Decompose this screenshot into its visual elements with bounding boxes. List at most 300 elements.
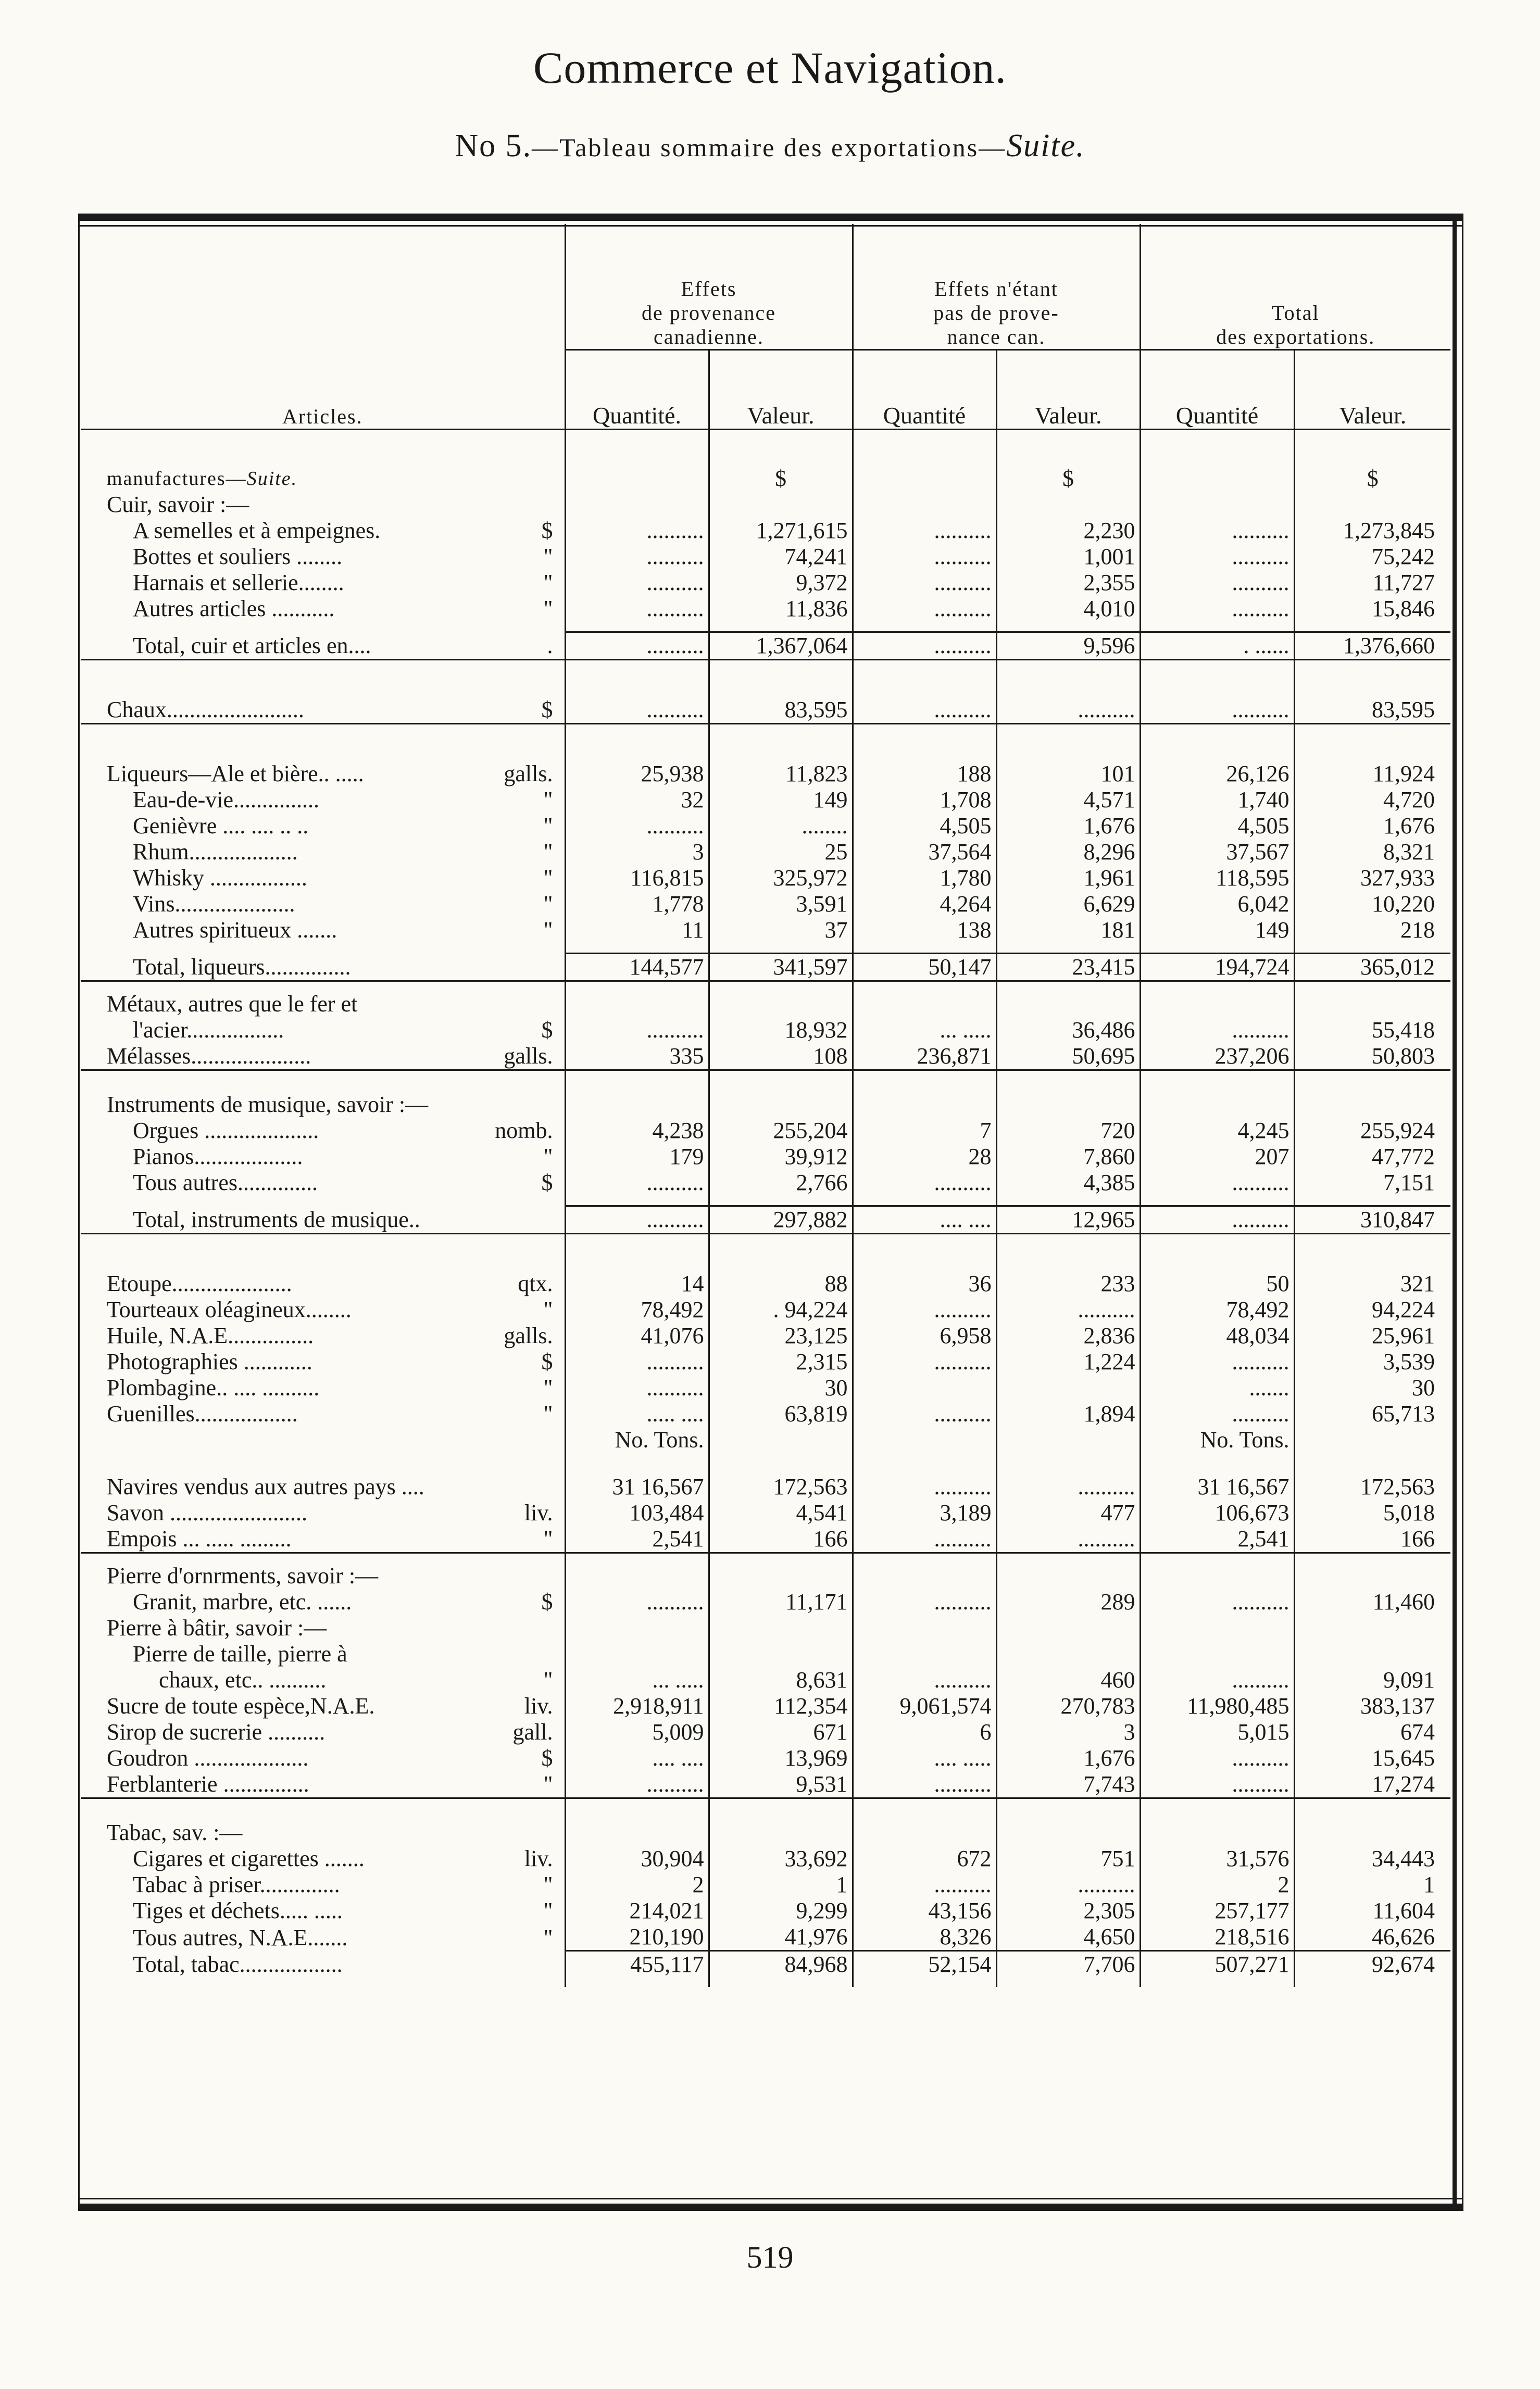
table-row — [81, 1898, 1450, 1924]
article-cell: Mélasses..................... — [107, 1043, 311, 1069]
value-total-cell: 17,274 — [1294, 1771, 1450, 1798]
value-canadian-cell: 84,968 — [709, 1951, 853, 1978]
value-foreign-cell: 1,961 — [996, 865, 1140, 891]
table-row — [81, 1118, 1450, 1144]
article-cell: l'acier................. — [133, 1017, 284, 1043]
value-total-cell: 365,012 — [1294, 954, 1450, 981]
table-row — [81, 544, 1450, 570]
quantity-canadian-cell: 103,484 — [565, 1500, 709, 1526]
value-total-cell: 25,961 — [1294, 1323, 1450, 1349]
value-total-cell: 218 — [1294, 917, 1450, 943]
quantity-foreign-cell — [853, 1427, 996, 1453]
value-canadian-cell: 671 — [709, 1719, 853, 1745]
value-total-cell: 75,242 — [1294, 544, 1450, 570]
value-canadian-cell — [709, 1615, 853, 1641]
quantity-canadian-cell: 214,021 — [565, 1898, 709, 1924]
quantity-total-cell: 2,541 — [1140, 1526, 1294, 1553]
value-foreign-cell: 2,836 — [996, 1323, 1140, 1349]
table-row — [81, 1771, 1450, 1798]
table-row — [81, 1170, 1450, 1196]
quantity-canadian-cell: ..... .... — [565, 1401, 709, 1427]
value-total-cell: 15,645 — [1294, 1745, 1450, 1771]
quantity-total-cell: .......... — [1140, 1771, 1294, 1798]
quantity-canadian-cell — [565, 1641, 709, 1667]
quantity-foreign-cell — [853, 1615, 996, 1641]
value-canadian-cell: 11,836 — [709, 596, 853, 622]
quantity-canadian-cell: 179 — [565, 1144, 709, 1170]
quantity-total-cell: . ...... — [1140, 632, 1294, 660]
value-foreign-cell — [996, 1615, 1140, 1641]
table-row — [81, 839, 1450, 865]
article-cell: Tabac, sav. :— — [107, 1820, 243, 1845]
table-row — [81, 1427, 1450, 1453]
value-total-cell: 310,847 — [1294, 1206, 1450, 1234]
table-row — [81, 1092, 1450, 1118]
valeur-header-1: Valeur. — [709, 350, 853, 430]
table-row — [81, 1323, 1450, 1349]
quantity-canadian-cell: 32 — [565, 787, 709, 813]
quantity-total-cell: 106,673 — [1140, 1500, 1294, 1526]
value-foreign-cell: .......... — [996, 1297, 1140, 1323]
value-canadian-cell: 1,271,615 — [709, 518, 853, 544]
valeur-header-2: Valeur. — [996, 350, 1140, 430]
quantity-canadian-cell: .......... — [565, 813, 709, 839]
article-cell: Pierre d'ornrments, savoir :— — [107, 1563, 379, 1589]
unit-cell: " — [543, 570, 553, 595]
group-foreign-header: Effets n'étant pas de prove- nance can. — [853, 224, 1140, 350]
value-canadian-cell: 25 — [709, 839, 853, 865]
value-foreign-cell: 751 — [996, 1846, 1140, 1872]
quantity-canadian-cell: 3 — [565, 839, 709, 865]
value-total-cell: 83,595 — [1294, 697, 1450, 724]
quantity-total-cell — [1140, 1092, 1294, 1118]
quantity-canadian-cell: .......... — [565, 518, 709, 544]
quantity-canadian-cell: 116,815 — [565, 865, 709, 891]
unit-cell: galls. — [504, 1323, 553, 1348]
quantity-total-cell: .......... — [1140, 544, 1294, 570]
table-row — [81, 917, 1450, 943]
quantity-foreign-cell: .... .... — [853, 1206, 996, 1234]
quantity-foreign-cell: 28 — [853, 1144, 996, 1170]
value-total-cell: 15,846 — [1294, 596, 1450, 622]
table-row — [81, 1745, 1450, 1771]
quantity-canadian-cell: .......... — [565, 570, 709, 596]
unit-cell: " — [543, 1526, 553, 1552]
unit-cell: " — [543, 1924, 553, 1950]
table-row — [81, 1206, 1450, 1234]
quantity-foreign-cell: 236,871 — [853, 1043, 996, 1070]
value-canadian-cell: ........ — [709, 813, 853, 839]
value-canadian-cell — [709, 1820, 853, 1846]
value-total-cell — [1294, 1820, 1450, 1846]
quantity-total-cell: .......... — [1140, 1745, 1294, 1771]
value-foreign-cell — [996, 1563, 1140, 1589]
article-cell: Sucre de toute espèce,N.A.E. — [107, 1693, 375, 1719]
value-canadian-cell: 325,972 — [709, 865, 853, 891]
unit-cell: galls. — [504, 1043, 553, 1069]
articles-header: Articles. — [282, 405, 363, 428]
value-total-cell — [1294, 1563, 1450, 1589]
table-row — [81, 991, 1450, 1017]
quantity-canadian-cell: 144,577 — [565, 954, 709, 981]
value-total-cell: 50,803 — [1294, 1043, 1450, 1070]
unit-cell — [477, 1820, 565, 1846]
value-total-cell: 8,321 — [1294, 839, 1450, 865]
table-row — [81, 1615, 1450, 1641]
unit-cell — [477, 492, 565, 518]
value-foreign-cell — [996, 1641, 1140, 1667]
dollar-sign-2: $ — [996, 434, 1140, 492]
article-cell: Liqueurs—Ale et bière.. ..... — [107, 761, 364, 786]
unit-cell: gall. — [512, 1719, 553, 1745]
unit-cell: " — [543, 544, 553, 569]
article-cell: Total, cuir et articles en.... — [133, 633, 371, 658]
value-foreign-cell: 8,296 — [996, 839, 1140, 865]
quantity-total-cell: 1,740 — [1140, 787, 1294, 813]
table-row — [81, 697, 1450, 724]
value-foreign-cell: 7,860 — [996, 1144, 1140, 1170]
article-cell: Sirop de sucrerie .......... — [107, 1719, 325, 1745]
quantity-foreign-cell — [853, 1820, 996, 1846]
value-canadian-cell: 9,372 — [709, 570, 853, 596]
quantity-total-cell: 218,516 — [1140, 1924, 1294, 1951]
quantity-foreign-cell: 37,564 — [853, 839, 996, 865]
quantity-foreign-cell: 50,147 — [853, 954, 996, 981]
value-foreign-cell — [996, 1427, 1140, 1453]
quantity-foreign-cell: 1,780 — [853, 865, 996, 891]
value-foreign-cell: .......... — [996, 1872, 1140, 1898]
quantity-canadian-cell: .......... — [565, 544, 709, 570]
value-total-cell: 383,137 — [1294, 1693, 1450, 1719]
unit-cell: $ — [541, 518, 553, 543]
quantity-total-cell: .......... — [1140, 1170, 1294, 1196]
article-cell: Rhum................... — [133, 839, 298, 865]
value-canadian-cell: 112,354 — [709, 1693, 853, 1719]
quantite-header-2: Quantité — [853, 350, 996, 430]
quantity-foreign-cell — [853, 1375, 996, 1401]
value-foreign-cell — [996, 1092, 1140, 1118]
unit-cell: $ — [541, 1170, 553, 1195]
quantity-canadian-cell: 31 16,567 — [565, 1474, 709, 1500]
value-total-cell: 9,091 — [1294, 1667, 1450, 1693]
quantity-total-cell — [1140, 1641, 1294, 1667]
table-row — [81, 1719, 1450, 1745]
article-cell: Guenilles.................. — [107, 1401, 298, 1427]
quantity-foreign-cell — [853, 1641, 996, 1667]
value-canadian-cell: 149 — [709, 787, 853, 813]
quantity-total-cell: .......... — [1140, 1017, 1294, 1043]
quantity-total-cell: .......... — [1140, 570, 1294, 596]
value-canadian-cell: 9,531 — [709, 1771, 853, 1798]
quantity-canadian-cell: 4,238 — [565, 1118, 709, 1144]
unit-cell: " — [543, 813, 553, 839]
quantity-total-cell: 149 — [1140, 917, 1294, 943]
value-canadian-cell — [709, 1563, 853, 1589]
unit-cell: " — [543, 917, 553, 943]
quantity-canadian-cell: .......... — [565, 1771, 709, 1798]
value-foreign-cell: 1,001 — [996, 544, 1140, 570]
quantity-canadian-cell: 335 — [565, 1043, 709, 1070]
value-foreign-cell: 477 — [996, 1500, 1140, 1526]
table-row — [81, 570, 1450, 596]
value-canadian-cell — [709, 1427, 853, 1453]
quantity-total-cell: 207 — [1140, 1144, 1294, 1170]
quantity-total-cell: .......... — [1140, 1349, 1294, 1375]
value-foreign-cell: 1,676 — [996, 813, 1140, 839]
quantity-foreign-cell: 36 — [853, 1271, 996, 1297]
quantity-canadian-cell: .......... — [565, 596, 709, 622]
quantity-foreign-cell: .......... — [853, 697, 996, 724]
unit-cell: " — [543, 1771, 553, 1797]
value-total-cell — [1294, 1092, 1450, 1118]
value-foreign-cell: 3 — [996, 1719, 1140, 1745]
table-row — [81, 1144, 1450, 1170]
article-cell: Plombagine.. .... .......... — [107, 1375, 320, 1400]
quantity-canadian-cell: .......... — [565, 1017, 709, 1043]
quantity-total-cell: 257,177 — [1140, 1898, 1294, 1924]
table-row — [81, 1667, 1450, 1693]
table-row — [81, 954, 1450, 981]
value-canadian-cell: 88 — [709, 1271, 853, 1297]
value-canadian-cell: 341,597 — [709, 954, 853, 981]
quantity-canadian-cell: 41,076 — [565, 1323, 709, 1349]
value-total-cell: 65,713 — [1294, 1401, 1450, 1427]
article-cell: Empois ... ..... ......... — [107, 1526, 292, 1552]
article-cell: Autres articles ........... — [133, 596, 335, 621]
table-row — [81, 787, 1450, 813]
value-canadian-cell: 23,125 — [709, 1323, 853, 1349]
unit-cell: $ — [541, 1349, 553, 1374]
article-cell: Navires vendus aux autres pays .... — [107, 1474, 424, 1499]
table-row — [81, 1474, 1450, 1500]
unit-cell: liv. — [524, 1693, 553, 1719]
value-total-cell: 10,220 — [1294, 891, 1450, 917]
quantity-canadian-cell: 25,938 — [565, 761, 709, 787]
quantity-foreign-cell: 8,326 — [853, 1924, 996, 1951]
quantity-foreign-cell: .......... — [853, 1526, 996, 1553]
value-foreign-cell: 2,355 — [996, 570, 1140, 596]
table-title — [0, 128, 1540, 165]
quantity-foreign-cell — [853, 991, 996, 1017]
quantity-total-cell: 194,724 — [1140, 954, 1294, 981]
value-canadian-cell: 9,299 — [709, 1898, 853, 1924]
value-total-cell: 46,626 — [1294, 1924, 1450, 1951]
quantity-total-cell: 78,492 — [1140, 1297, 1294, 1323]
quantity-total-cell — [1140, 1615, 1294, 1641]
section-title: manufactures—Suite. — [107, 468, 298, 490]
quantity-foreign-cell: 7 — [853, 1118, 996, 1144]
quantity-foreign-cell: .......... — [853, 1401, 996, 1427]
quantity-foreign-cell — [853, 1092, 996, 1118]
table-row — [81, 1349, 1450, 1375]
quantity-canadian-cell: 455,117 — [565, 1951, 709, 1978]
unit-cell: " — [543, 1898, 553, 1923]
value-total-cell: 47,772 — [1294, 1144, 1450, 1170]
exports-table — [81, 224, 1450, 1987]
quantity-canadian-cell: 78,492 — [565, 1297, 709, 1323]
value-canadian-cell: 74,241 — [709, 544, 853, 570]
value-total-cell — [1294, 492, 1450, 518]
value-canadian-cell: 108 — [709, 1043, 853, 1070]
quantity-foreign-cell — [853, 492, 996, 518]
quantity-foreign-cell: .......... — [853, 518, 996, 544]
table-number: No 5. — [455, 128, 532, 164]
quantity-canadian-cell: .......... — [565, 1589, 709, 1615]
article-cell: Autres spiritueux ....... — [133, 917, 337, 943]
table-row — [81, 1693, 1450, 1719]
value-total-cell: 166 — [1294, 1526, 1450, 1553]
article-cell: Photographies ............ — [107, 1349, 312, 1374]
quantity-total-cell: .......... — [1140, 596, 1294, 622]
value-foreign-cell: .......... — [996, 697, 1140, 724]
quantity-canadian-cell — [565, 492, 709, 518]
value-total-cell: 11,604 — [1294, 1898, 1450, 1924]
unit-cell: " — [543, 865, 553, 891]
quantity-foreign-cell: .......... — [853, 544, 996, 570]
article-cell: Total, instruments de musique.. — [133, 1207, 420, 1232]
value-foreign-cell: 233 — [996, 1271, 1140, 1297]
quantity-canadian-cell: 2,918,911 — [565, 1693, 709, 1719]
value-total-cell: 1,376,660 — [1294, 632, 1450, 660]
table-row — [81, 492, 1450, 518]
quantity-foreign-cell: .......... — [853, 1872, 996, 1898]
quantity-canadian-cell: .......... — [565, 697, 709, 724]
value-foreign-cell — [996, 1375, 1140, 1401]
quantity-canadian-cell — [565, 1615, 709, 1641]
table-row — [81, 761, 1450, 787]
quantity-total-cell: No. Tons. — [1140, 1427, 1294, 1453]
article-cell: Tourteaux oléagineux........ — [107, 1297, 352, 1322]
unit-cell — [477, 1092, 565, 1118]
table-row — [81, 1297, 1450, 1323]
quantity-foreign-cell: 43,156 — [853, 1898, 996, 1924]
value-foreign-cell — [996, 991, 1140, 1017]
unit-cell: $ — [541, 1017, 553, 1043]
value-foreign-cell: 23,415 — [996, 954, 1140, 981]
value-total-cell: 11,460 — [1294, 1589, 1450, 1615]
quantity-foreign-cell: 138 — [853, 917, 996, 943]
running-head: Commerce et Navigation. — [533, 43, 1007, 93]
article-cell: Métaux, autres que le fer et — [107, 991, 358, 1017]
quantity-total-cell: 4,505 — [1140, 813, 1294, 839]
value-canadian-cell: 3,591 — [709, 891, 853, 917]
quantity-total-cell: .......... — [1140, 1401, 1294, 1427]
quantity-foreign-cell — [853, 1563, 996, 1589]
quantity-total-cell: .......... — [1140, 1667, 1294, 1693]
unit-cell: galls. — [504, 761, 553, 786]
value-foreign-cell: 2,230 — [996, 518, 1140, 544]
value-foreign-cell: 7,743 — [996, 1771, 1140, 1798]
unit-cell — [477, 1474, 565, 1500]
unit-cell: " — [543, 1144, 553, 1169]
value-foreign-cell: 460 — [996, 1667, 1140, 1693]
quantite-header-1: Quantité. — [565, 350, 709, 430]
table-row — [81, 1589, 1450, 1615]
quantity-foreign-cell: .......... — [853, 1297, 996, 1323]
value-total-cell: 7,151 — [1294, 1170, 1450, 1196]
unit-cell — [477, 991, 565, 1017]
value-total-cell: 11,924 — [1294, 761, 1450, 787]
quantity-canadian-cell: 210,190 — [565, 1924, 709, 1951]
article-cell: Goudron .................... — [107, 1745, 309, 1771]
quantity-canadian-cell: 30,904 — [565, 1846, 709, 1872]
table-row — [81, 1846, 1450, 1872]
quantity-canadian-cell: 2 — [565, 1872, 709, 1898]
quantity-total-cell: 37,567 — [1140, 839, 1294, 865]
value-canadian-cell: 2,766 — [709, 1170, 853, 1196]
unit-cell — [477, 1563, 565, 1589]
value-total-cell: 92,674 — [1294, 1951, 1450, 1978]
value-canadian-cell: 39,912 — [709, 1144, 853, 1170]
quantity-total-cell: 4,245 — [1140, 1118, 1294, 1144]
table-row — [81, 1951, 1450, 1978]
article-cell: Pierre de taille, pierre à — [133, 1641, 347, 1667]
value-total-cell — [1294, 1427, 1450, 1453]
value-total-cell — [1294, 991, 1450, 1017]
article-cell: Harnais et sellerie........ — [133, 570, 344, 595]
value-foreign-cell: 50,695 — [996, 1043, 1140, 1070]
article-cell: Etoupe..................... — [107, 1271, 292, 1296]
value-total-cell: 94,224 — [1294, 1297, 1450, 1323]
quantity-total-cell: 2 — [1140, 1872, 1294, 1898]
value-canadian-cell: 83,595 — [709, 697, 853, 724]
value-canadian-cell: 4,541 — [709, 1500, 853, 1526]
value-foreign-cell: 9,596 — [996, 632, 1140, 660]
quantity-total-cell: 6,042 — [1140, 891, 1294, 917]
value-canadian-cell: 11,823 — [709, 761, 853, 787]
quantity-total-cell: .......... — [1140, 1206, 1294, 1234]
value-canadian-cell: 13,969 — [709, 1745, 853, 1771]
quantity-foreign-cell: 4,505 — [853, 813, 996, 839]
table-row — [81, 1401, 1450, 1427]
table-row — [81, 1271, 1450, 1297]
value-total-cell: 5,018 — [1294, 1500, 1450, 1526]
value-foreign-cell: 289 — [996, 1589, 1140, 1615]
quantity-total-cell: 507,271 — [1140, 1951, 1294, 1978]
table-row — [81, 518, 1450, 544]
unit-cell: $ — [541, 697, 553, 722]
value-canadian-cell — [709, 1092, 853, 1118]
value-canadian-cell: 166 — [709, 1526, 853, 1553]
unit-cell: " — [543, 1872, 553, 1897]
value-total-cell: 3,539 — [1294, 1349, 1450, 1375]
value-canadian-cell: 172,563 — [709, 1474, 853, 1500]
value-canadian-cell — [709, 492, 853, 518]
value-foreign-cell: .......... — [996, 1474, 1140, 1500]
unit-cell: qtx. — [518, 1271, 553, 1296]
table-row — [81, 1500, 1450, 1526]
quantity-total-cell: .......... — [1140, 697, 1294, 724]
table-row — [81, 891, 1450, 917]
table-row — [81, 813, 1450, 839]
unit-cell: " — [543, 596, 553, 621]
quantity-foreign-cell: .......... — [853, 1589, 996, 1615]
quantity-foreign-cell: .......... — [853, 632, 996, 660]
quantity-foreign-cell: .......... — [853, 1474, 996, 1500]
quantity-total-cell: 237,206 — [1140, 1043, 1294, 1070]
article-cell: Total, tabac.................. — [133, 1952, 343, 1977]
article-cell: Orgues .................... — [133, 1118, 319, 1143]
unit-cell — [477, 1427, 565, 1453]
table-row — [81, 1872, 1450, 1898]
article-cell: Pierre à bâtir, savoir :— — [107, 1615, 327, 1641]
value-canadian-cell: 11,171 — [709, 1589, 853, 1615]
article-cell: Tabac à priser.............. — [133, 1872, 340, 1897]
value-canadian-cell: 8,631 — [709, 1667, 853, 1693]
value-total-cell: 255,924 — [1294, 1118, 1450, 1144]
value-total-cell — [1294, 1641, 1450, 1667]
article-cell: Granit, marbre, etc. ...... — [133, 1589, 352, 1615]
